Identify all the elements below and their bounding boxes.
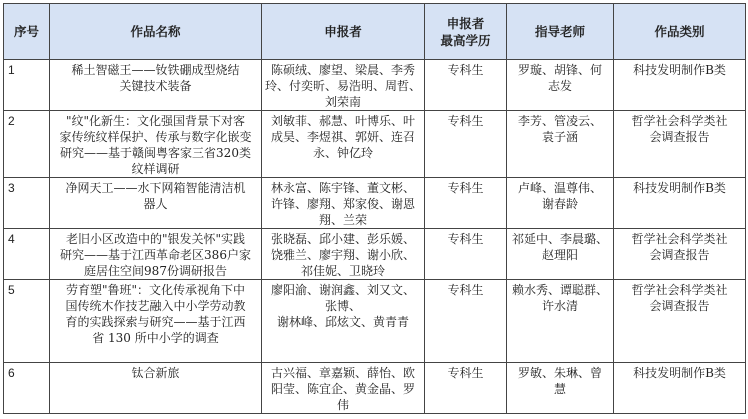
cell-title-line: 器人 <box>143 197 168 211</box>
cell-title-line: 家传统纹样保护、传承与数字化嵌变 <box>59 130 252 144</box>
cell-category-line: 科技发明制作B类 <box>633 63 726 77</box>
cell-degree: 专科生 <box>425 280 507 363</box>
cell-advisor-line: 许水清 <box>541 299 578 313</box>
cell-index: 1 <box>4 60 50 111</box>
cell-title-line: 庭居住空间987份调研报告 <box>84 264 227 278</box>
cell-advisor <box>507 363 614 414</box>
cell-applicants-line: 阳莹、陈宜企、黄金晶、罗 <box>270 382 415 396</box>
cell-degree: 专科生 <box>425 363 507 414</box>
cell-advisor-line: 袁子涵 <box>541 130 578 144</box>
cell-title <box>50 111 262 178</box>
cell-title-line: 老旧小区改造中的"银发关怀"实践 <box>65 232 246 246</box>
cell-degree: 专科生 <box>425 111 507 178</box>
cell-applicants-line: 伟 <box>336 398 349 412</box>
cell-applicants-line: 玲、付奕昕、易浩明、周哲、 <box>265 79 422 93</box>
cell-index: 5 <box>4 280 50 363</box>
header-degree-line1: 申报者 <box>446 15 485 31</box>
cell-advisor <box>507 280 614 363</box>
cell-advisor <box>507 111 614 178</box>
cell-title <box>50 363 262 414</box>
cell-index: 2 <box>4 111 50 178</box>
cell-title <box>50 60 262 111</box>
cell-category <box>614 178 746 229</box>
cell-applicants <box>262 111 425 178</box>
header-degree <box>425 4 507 60</box>
cell-applicants-line: 饶雅兰、廖宇翔、谢小欣、 <box>270 248 415 262</box>
cell-applicants-line: 永、钟亿玲 <box>312 146 373 160</box>
cell-advisor-line: 谢春龄 <box>541 197 578 211</box>
cell-category-line: 会调查报告 <box>649 248 710 262</box>
cell-applicants <box>262 363 425 414</box>
cell-category <box>614 363 746 414</box>
cell-applicants-line: 许锋、廖翔、郑家俊、谢恩 <box>270 197 415 211</box>
cell-degree: 专科生 <box>425 60 507 111</box>
cell-title-line: "纹"化新生：文化强国背景下对客 <box>65 114 246 128</box>
header-category: 作品类别 <box>614 4 746 60</box>
cell-category-line: 哲学社会科学类社 <box>631 232 728 246</box>
cell-title-line: 省 130 所中小学的调查 <box>92 331 219 345</box>
cell-category-line: 哲学社会科学类社 <box>631 283 728 297</box>
table-row <box>4 60 746 111</box>
cell-category <box>614 111 746 178</box>
cell-advisor-line: 赖水秀、谭聪群、 <box>511 283 608 297</box>
cell-index: 4 <box>4 229 50 280</box>
cell-advisor-line: 赵理阳 <box>541 248 578 262</box>
cell-category-line: 会调查报告 <box>649 130 710 144</box>
cell-advisor-line: 祁延中、李晨璐、 <box>511 232 608 246</box>
header-row <box>4 4 746 60</box>
header-advisor: 指导老师 <box>507 4 614 60</box>
cell-category <box>614 280 746 363</box>
cell-category-line: 哲学社会科学类社 <box>631 114 728 128</box>
cell-title-line: 钛合新旅 <box>131 366 180 380</box>
cell-title-line: 研究——基于赣闽粤客家三省320类 <box>60 146 251 160</box>
cell-category-line: 会调查报告 <box>649 299 710 313</box>
table-row <box>4 229 746 280</box>
cell-title-line: 关键技术装备 <box>119 79 192 93</box>
cell-applicants-line: 廖阳渝、谢润鑫、刘又文、 <box>270 283 415 297</box>
cell-applicants-line: 陈硕绒、廖望、梁晨、李秀 <box>270 63 415 77</box>
table-row <box>4 280 746 363</box>
cell-applicants-line: 翔、兰荣 <box>318 213 367 227</box>
cell-index: 6 <box>4 363 50 414</box>
cell-applicants-line: 刘敏菲、郝慧、叶博乐、叶 <box>270 114 415 128</box>
cell-category-line: 科技发明制作B类 <box>633 366 726 380</box>
cell-advisor-line: 志发 <box>547 79 572 93</box>
cell-applicants-line: 张博、 <box>324 299 361 313</box>
cell-category-line: 科技发明制作B类 <box>633 181 726 195</box>
cell-title-line: 研究——基于江西革命老区386户家 <box>60 248 251 262</box>
cell-advisor-line: 卢峰、温尊伟、 <box>517 181 602 195</box>
cell-advisor-line: 罗敏、朱琳、曾 <box>517 366 602 380</box>
cell-advisor-line: 慧 <box>553 382 566 396</box>
header-degree-line2: 最高学历 <box>440 32 491 48</box>
cell-title-line: 劳育塑"鲁班"：文化传承视角下中 <box>65 283 246 297</box>
cell-degree: 专科生 <box>425 178 507 229</box>
cell-title <box>50 280 262 363</box>
cell-title <box>50 178 262 229</box>
cell-applicants <box>262 178 425 229</box>
table-row <box>4 363 746 414</box>
cell-title-line: 国传统木作技艺融入中小学劳动教 <box>65 299 246 313</box>
cell-applicants-line: 张晓磊、邱小建、彭乐媛、 <box>270 232 415 246</box>
cell-applicants <box>262 60 425 111</box>
cell-index: 3 <box>4 178 50 229</box>
cell-degree: 专科生 <box>425 229 507 280</box>
header-applicants: 申报者 <box>262 4 425 60</box>
cell-applicants-line: 成昊、李煜祺、郭妍、连召 <box>270 130 415 144</box>
cell-title-line: 净网天工——水下网箱智能清洁机 <box>65 181 246 195</box>
cell-applicants-line: 谢林峰、邱炫文、黄青青 <box>276 315 409 329</box>
cell-applicants-line: 林永富、陈宇锋、董文彬、 <box>270 181 415 195</box>
header-title: 作品名称 <box>50 4 262 60</box>
table-row <box>4 111 746 178</box>
cell-applicants <box>262 229 425 280</box>
award-table <box>3 3 746 414</box>
cell-applicants-line: 祁佳妮、卫晓玲 <box>300 264 385 278</box>
cell-title-line: 稀土智磁王——钕铁硼成型烧结 <box>71 63 240 77</box>
cell-title-line: 纹样调研 <box>131 162 180 176</box>
cell-title-line: 育的实践探索与研究——基于江西 <box>65 315 246 329</box>
cell-category <box>614 229 746 280</box>
cell-applicants <box>262 280 425 363</box>
cell-advisor-line: 罗璇、胡锋、何 <box>517 63 602 77</box>
cell-title <box>50 229 262 280</box>
cell-advisor <box>507 229 614 280</box>
cell-advisor-line: 李芳、管凌云、 <box>517 114 602 128</box>
cell-applicants-line: 刘荣南 <box>324 95 361 109</box>
table-row <box>4 178 746 229</box>
header-index: 序号 <box>4 4 50 60</box>
cell-advisor <box>507 60 614 111</box>
cell-category <box>614 60 746 111</box>
cell-advisor <box>507 178 614 229</box>
cell-applicants-line: 古兴福、章嘉颖、薛怡、欧 <box>270 366 415 380</box>
